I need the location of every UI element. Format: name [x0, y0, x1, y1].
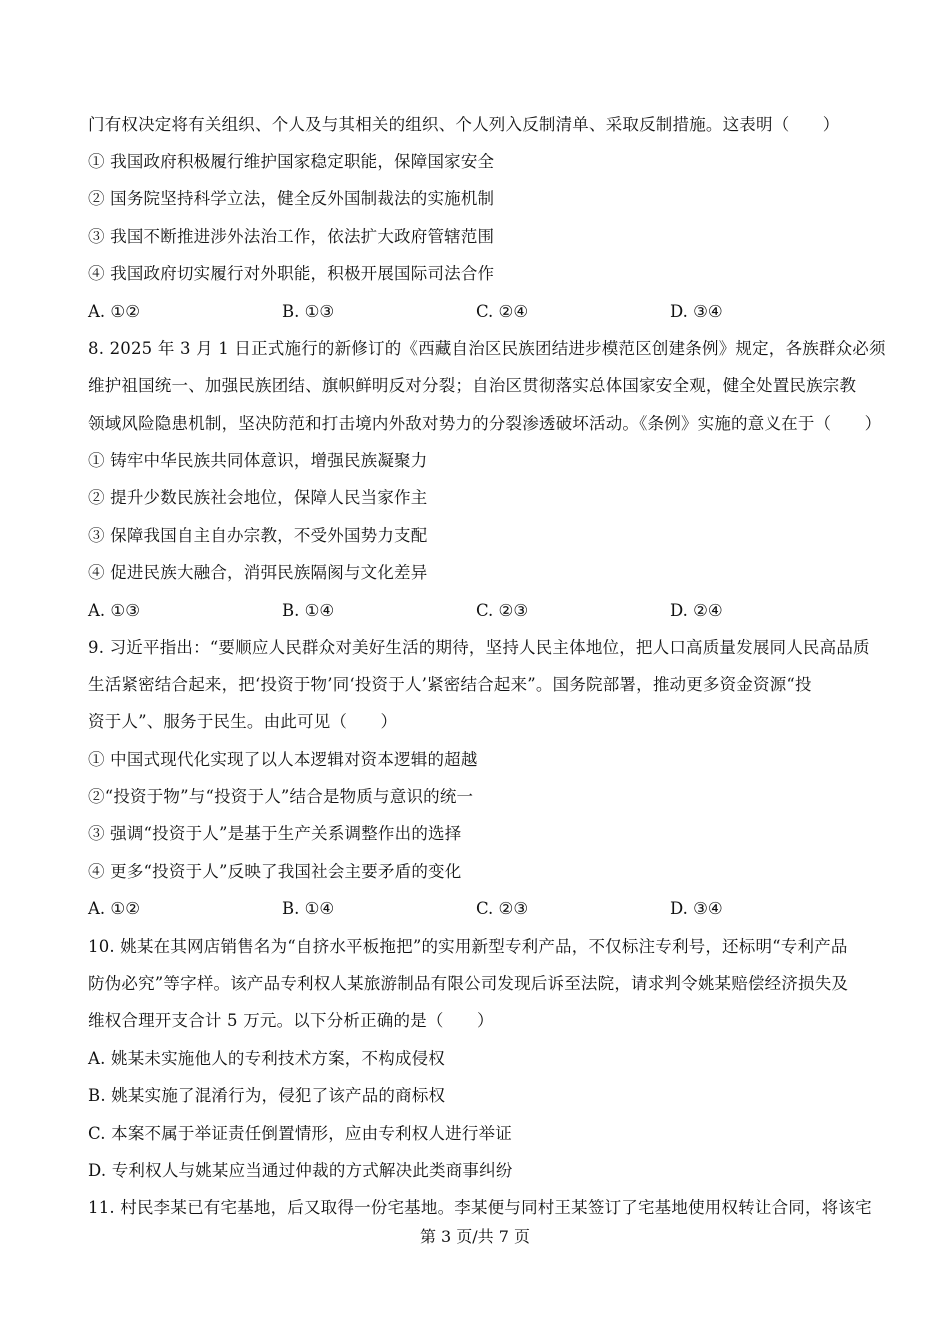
q7-options: [88, 301, 868, 323]
q9-option-b[interactable]: B. ①④: [282, 899, 335, 918]
q8-stem-line-2: 维护祖国统一、加强民族团结、旗帜鲜明反对分裂；自治区贯彻落实总体国家安全观，健全处置民族宗教: [88, 376, 857, 395]
q8-option-c[interactable]: C. ②③: [476, 601, 529, 620]
q8-item-3: ③ 保障我国自主自办宗教，不受外国势力支配: [88, 526, 428, 545]
q7-stem: 门有权决定将有关组织、个人及与其相关的组织、个人列入反制清单、采取反制措施。这表明（ ）: [88, 115, 840, 134]
page-footer: 第 3 页/共 7 页: [419, 1227, 531, 1246]
q7-option-c[interactable]: C. ②④: [476, 302, 529, 321]
q8-item-4: ④ 促进民族大融合，消弭民族隔阂与文化差异: [88, 563, 428, 582]
q9-option-a[interactable]: A. ①②: [88, 899, 140, 918]
q7-option-b[interactable]: B. ①③: [282, 302, 335, 321]
q7-item-2: ② 国务院坚持科学立法，健全反外国制裁法的实施机制: [88, 189, 495, 208]
q8-item-1: ① 铸牢中华民族共同体意识，增强民族凝聚力: [88, 451, 428, 470]
q9-stem-line-1: 9. 习近平指出：“要顺应人民群众对美好生活的期待，坚持人民主体地位，把人口高质量发展同人民高品质: [88, 638, 870, 657]
q7-option-a[interactable]: A. ①②: [88, 302, 140, 321]
q7-option-d[interactable]: D. ③④: [670, 302, 723, 321]
q9-stem-line-3: 资于人”、服务于民生。由此可见（ ）: [88, 712, 398, 731]
q8-option-d[interactable]: D. ②④: [670, 601, 723, 620]
q9-option-c[interactable]: C. ②③: [476, 899, 529, 918]
q10-stem-line-3: 维权合理开支合计 5 万元。以下分析正确的是（ ）: [88, 1011, 494, 1030]
q9-item-2: ②“投资于物”与“投资于人”结合是物质与意识的统一: [88, 787, 474, 806]
q7-item-1: ① 我国政府积极履行维护国家稳定职能，保障国家安全: [88, 152, 495, 171]
q10-option-a[interactable]: A. 姚某未实施他人的专利技术方案，不构成侵权: [88, 1049, 446, 1068]
q9-item-3: ③ 强调“投资于人”是基于生产关系调整作出的选择: [88, 824, 462, 843]
q10-option-b[interactable]: B. 姚某实施了混淆行为，侵犯了该产品的商标权: [88, 1086, 446, 1105]
q10-stem-line-1: 10. 姚某在其网店销售名为“自挤水平板拖把”的实用新型专利产品，不仅标注专利号，还标明“专利产品: [88, 937, 848, 956]
q11-stem-line-1: 11. 村民李某已有宅基地，后又取得一份宅基地。李某便与同村王某签订了宅基地使用权转让合同，将该宅: [88, 1198, 872, 1217]
q8-options: [88, 600, 868, 622]
q9-stem-line-2: 生活紧密结合起来，把‘投资于物’同‘投资于人’紧密结合起来”。国务院部署，推动更多资金资源“投: [88, 675, 812, 694]
q7-item-3: ③ 我国不断推进涉外法治工作，依法扩大政府管辖范围: [88, 227, 495, 246]
q8-option-a[interactable]: A. ①③: [88, 601, 140, 620]
q8-stem-line-3: 领域风险隐患机制，坚决防范和打击境内外敌对势力的分裂渗透破坏活动。《条例》实施的意义在于（ ）: [88, 414, 882, 433]
q7-item-4: ④ 我国政府切实履行对外职能，积极开展国际司法合作: [88, 264, 495, 283]
q9-item-1: ① 中国式现代化实现了以人本逻辑对资本逻辑的超越: [88, 750, 478, 769]
q10-option-d[interactable]: D. 专利权人与姚某应当通过仲裁的方式解决此类商事纠纷: [88, 1161, 513, 1180]
q9-option-d[interactable]: D. ③④: [670, 899, 723, 918]
q9-options: [88, 898, 868, 920]
q10-option-c[interactable]: C. 本案不属于举证责任倒置情形，应由专利权人进行举证: [88, 1124, 512, 1143]
q8-stem-line-1: 8. 2025 年 3 月 1 日正式施行的新修订的《西藏自治区民族团结进步模范区创建条例》规定，各族群众必须: [88, 339, 886, 358]
q10-stem-line-2: 防伪必究”等字样。该产品专利权人某旅游制品有限公司发现后诉至法院，请求判令姚某赔偿经济损失及: [88, 974, 849, 993]
q8-option-b[interactable]: B. ①④: [282, 601, 335, 620]
q8-item-2: ② 提升少数民族社会地位，保障人民当家作主: [88, 488, 428, 507]
q9-item-4: ④ 更多“投资于人”反映了我国社会主要矛盾的变化: [88, 862, 462, 881]
